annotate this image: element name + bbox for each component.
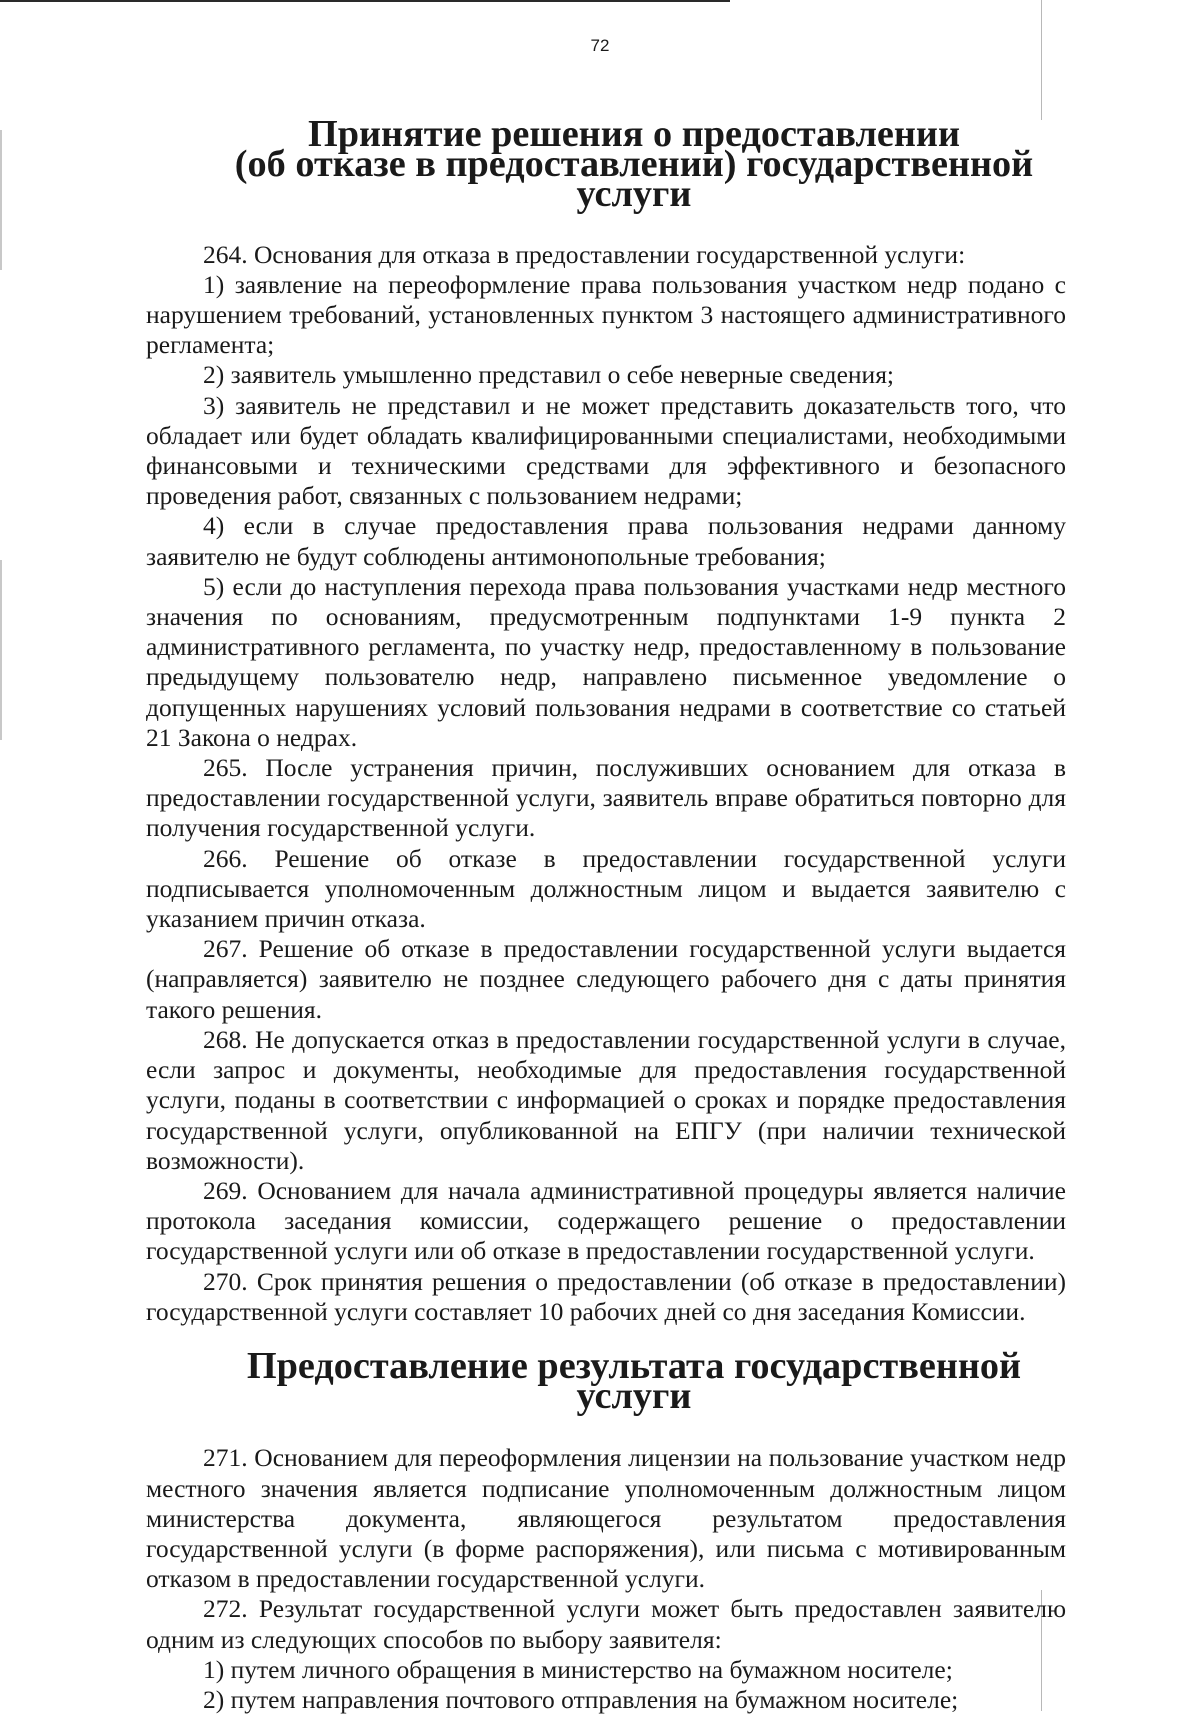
- heading-line: (об отказе в предоставлении) государственной услуги: [234, 143, 1034, 216]
- paragraph-272: 272. Результат государственной услуги может быть предоставлен заявителю одним из следующих способов по выбору заявителя:: [146, 1594, 1066, 1654]
- paragraph-268: 268. Не допускается отказ в предоставлении государственной услуги в случае, если запрос и документы, необходимые для предоставления государственной услуги, поданы в соответствии с информацией о сроках и порядке предоставления государственной услуги, опубликованной на ЕПГУ (при наличии технической возможности).: [146, 1024, 1066, 1175]
- list-item-264-1: 1) заявление на переоформление права пользования участком недр подано с нарушением требований, установленных пунктом 3 настоящего административного регламента;: [146, 269, 1066, 360]
- paragraph-269: 269. Основанием для начала административной процедуры является наличие протокола заседания комиссии, содержащего решение о предоставлении государственной услуги или об отказе в предоставлении государственной услуги.: [146, 1175, 1066, 1266]
- list-item-272-2: 2) путем направления почтового отправления на бумажном носителе;: [203, 1684, 959, 1714]
- section-decision: [146, 240, 1066, 1327]
- list-item-272-1: 1) путем личного обращения в министерство на бумажном носителе;: [203, 1654, 953, 1684]
- list-item-264-2: 2) заявитель умышленно представил о себе неверные сведения;: [203, 360, 895, 390]
- section-result: [146, 1443, 1066, 1715]
- document-body: [146, 113, 1066, 1715]
- section-heading-decision: [146, 113, 1066, 216]
- heading-line: Предоставление результата государственной услуги: [246, 1344, 1022, 1418]
- heading-line: Принятие решения о предоставлении: [307, 113, 961, 155]
- list-item-264-4: 4) если в случае предоставления права пользования недрами данному заявителю не будут соблюдены антимонопольные требования;: [146, 511, 1066, 571]
- paragraph-266: 266. Решение об отказе в предоставлении государственной услуги подписывается уполномоченным должностным лицом и выдается заявителю с указанием причин отказа.: [146, 843, 1066, 934]
- list-item-264-3: 3) заявитель не представил и не может представить доказательств того, что обладает или будет обладать квалифицированными специалистами, необходимыми финансовыми и техническими средствами для эффективного и безопасного проведения работ, связанных с пользованием недрами;: [146, 390, 1066, 511]
- paragraph-265: 265. После устранения причин, послуживших основанием для отказа в предоставлении государственной услуги, заявитель вправе обратиться повторно для получения государственной услуги.: [146, 753, 1066, 843]
- paragraph-270: 270. Срок принятия решения о предоставлении (об отказе в предоставлении) государственной услуги составляет 10 рабочих дней со дня заседания Комиссии.: [146, 1266, 1066, 1326]
- section-heading-result: [146, 1344, 1066, 1418]
- paragraph-271: 271. Основанием для переоформления лицензии на пользование участком недр местного значения является подписание уполномоченным должностным лицом министерства документа, являющегося результатом предоставления государственной услуги (в форме распоряжения), или письма с мотивированным отказом в предоставлении государственной услуги.: [146, 1443, 1066, 1594]
- paragraph-267: 267. Решение об отказе в предоставлении государственной услуги выдается (направляется) заявителю не позднее следующего рабочего дня с даты принятия такого решения.: [146, 934, 1066, 1024]
- page-number: 72: [590, 36, 610, 55]
- paragraph-264: 264. Основания для отказа в предоставлении государственной услуги:: [203, 239, 966, 269]
- list-item-264-5: 5) если до наступления перехода права пользования участками недр местного значения по основаниям, предусмотренным подпунктами 1-9 пункта 2 административного регламента, по участку недр, предоставленному в пользование предыдущему пользователю недр, направлено письменное уведомление о допущенных нарушениях условий пользования недрами в соответствие со статьей 21 Закона о недрах.: [146, 571, 1066, 752]
